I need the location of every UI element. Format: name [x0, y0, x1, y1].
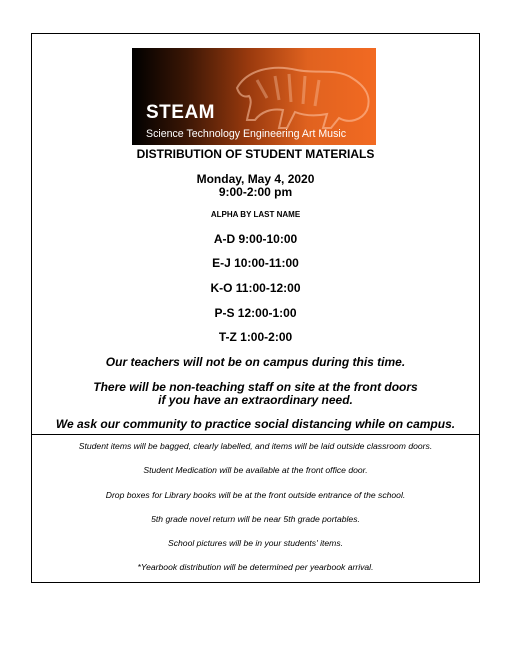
banner-title: STEAM	[146, 102, 215, 123]
page-title: DISTRIBUTION OF STUDENT MATERIALS	[136, 147, 375, 161]
banner-subtitle: Science Technology Engineering Art Music	[146, 128, 347, 140]
slot-a-d: A-D 9:00-10:00	[213, 232, 298, 246]
teachers-notice: Our teachers will not be on campus during this time.	[105, 355, 406, 369]
steam-banner	[132, 48, 376, 145]
note-items-bagged: Student items will be bagged, clearly labelled, and items will be laid outside classroom doors.	[78, 441, 433, 451]
section-divider	[32, 434, 479, 435]
slot-e-j: E-J 10:00-11:00	[212, 256, 299, 270]
flyer-frame	[31, 33, 480, 583]
distancing-notice: We ask our community to practice social distancing while on campus.	[55, 417, 456, 431]
note-library-dropbox: Drop boxes for Library books will be at the front outside entrance of the school.	[105, 490, 406, 500]
alpha-label: ALPHA BY LAST NAME	[210, 210, 301, 219]
note-school-pictures: School pictures will be in your students' items.	[167, 538, 344, 548]
staff-notice-line2: if you have an extraordinary need.	[158, 393, 353, 407]
note-novel-return: 5th grade novel return will be near 5th grade portables.	[151, 514, 360, 524]
panther-logo-icon	[227, 58, 376, 130]
slot-t-z: T-Z 1:00-2:00	[218, 330, 293, 344]
note-medication: Student Medication will be available at the front office door.	[143, 465, 368, 475]
staff-notice-line1: There will be non-teaching staff on site at the front doors	[93, 380, 418, 394]
event-date: Monday, May 4, 2020	[196, 172, 315, 186]
event-time: 9:00-2:00 pm	[218, 185, 293, 199]
slot-k-o: K-O 11:00-12:00	[210, 281, 301, 295]
note-yearbook: *Yearbook distribution will be determined per yearbook arrival.	[137, 562, 374, 572]
slot-p-s: P-S 12:00-1:00	[214, 306, 297, 320]
